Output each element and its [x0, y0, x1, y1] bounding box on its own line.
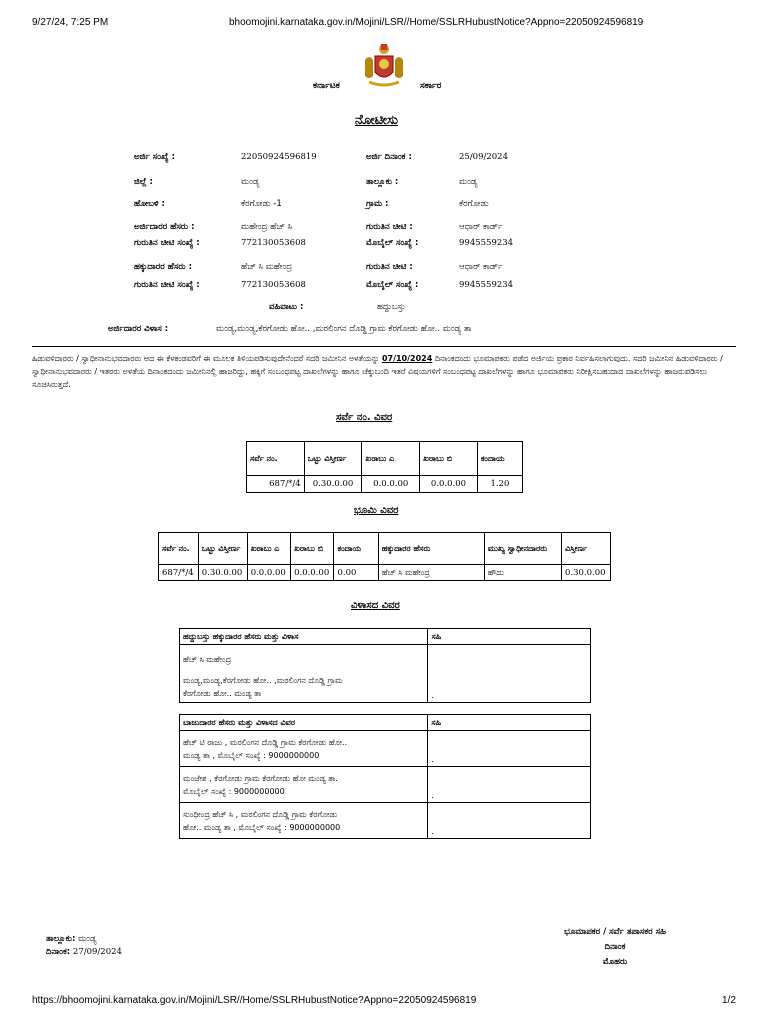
land-cell-area: 0.30.0.00	[561, 565, 610, 581]
transaction-label: ವಹಿವಾಟು :	[269, 302, 304, 312]
neighbour-sign-header: ಸಹಿ	[428, 715, 591, 731]
address-value: ಮಂಡ್ಯ,ಮಂಡ್ಯ,ಕೆರಗೋಡು ಹೋ.. ,ಮರಲಿಂಗನ ದೊಡ್ಡಿ ಗ್ರಾಮ ಕೆರಗೋಡು ಹೋ.. ಮಂಡ್ಯ ತಾ	[216, 324, 472, 334]
app-date-value: 25/09/2024	[459, 152, 508, 162]
survey-header-total-area: ಒಟ್ಟು ವಿಸ್ತೀರ್ಣ	[304, 442, 362, 476]
neighbour-row	[180, 767, 428, 803]
survey-header-revenue: ಕಂದಾಯ	[477, 442, 522, 476]
page-url-footer: https://bhoomojini.karnataka.gov.in/Mojini/LSR//Home/SSLRHubustNotice?Appno=22050924596819	[32, 995, 477, 1006]
land-cell-main-holder: ಹೌದು	[484, 565, 561, 581]
holder-label: ಹಕ್ಕುದಾರರ ಹೆಸರು :	[134, 262, 192, 272]
holder-value: ಹೆಚ್ ಸಿ ಮಹೇಂದ್ರ	[241, 262, 293, 272]
holder-sign-header: ಸಹಿ	[428, 629, 591, 645]
land-section-title: ಭೂಮಿ ವಿವರ	[354, 505, 399, 516]
holder-address-line2: ಕೆರಗೋಡು ಹೋ.. ಮಂಡ್ಯ ತಾ	[183, 689, 262, 698]
holder-address-header: ಹದ್ದುಬಸ್ತು ಹಕ್ಕುದಾರರ ಹೆಸರು ಮತ್ತು ವಿಳಾಸ	[180, 629, 428, 645]
transaction-value: ಹದ್ದುಬಸ್ತು	[377, 302, 406, 312]
survey-table	[246, 441, 523, 493]
neighbour-1-line1: ಹೆಚ್ ಟಿ ರಾಜು , ಮರಲಿಂಗನ ದೊಡ್ಡಿ ಗ್ರಾಮ ಕೆರಗೋಡು ಹೋ..	[183, 737, 348, 747]
holder-id-card-value: ಆಧಾರ್ ಕಾರ್ಡ್	[459, 262, 503, 272]
land-header-sno: ಸರ್ವೆ ನಂ.	[159, 533, 199, 565]
seal-label: ಮೊಹರು	[602, 957, 628, 967]
id-no-label: ಗುರುತಿನ ಚೀಟಿ ಸಂಖ್ಯೆ :	[134, 238, 200, 248]
holder-name: ಹೆಚ್ ಸಿ ಮಹೇಂದ್ರ	[183, 655, 232, 664]
app-date-label: ಅರ್ಜಿ ದಿನಾಂಕ :	[366, 152, 412, 162]
hobli-label: ಹೋಬಳಿ :	[134, 199, 165, 209]
survey-cell-total-area: 0.30.0.00	[304, 476, 362, 493]
address-section-title: ವಿಳಾಸದ ವಿವರ	[351, 600, 400, 611]
app-no-value: 22050924596819	[241, 152, 317, 162]
taluk-value: ಮಂಡ್ಯ	[459, 177, 478, 187]
neighbour-1-line2: ಮಂಡ್ಯ ತಾ , ಮೊಬೈಲ್ ಸಂಖ್ಯೆ : 9000000000	[183, 750, 320, 760]
survey-cell-kharab-a: 0.0.0.00	[362, 476, 420, 493]
divider	[32, 346, 736, 347]
mobile-label: ಮೊಬೈಲ್ ಸಂಖ್ಯೆ :	[366, 238, 419, 248]
survey-header-kharab-a: ಖರಾಬು ಎ	[362, 442, 420, 476]
neighbour-2-line1: ಮಂಜೇಶ , ಕೆರಗೋಡು ಗ್ರಾಮ ಕೆರಗೋಡು ಹೋ ಮಂಡ್ಯ ತಾ.	[183, 773, 338, 783]
neighbour-table	[179, 714, 591, 839]
neighbour-2-sign: .	[428, 767, 591, 803]
land-header-revenue: ಕಂದಾಯ	[334, 533, 378, 565]
neighbour-3-line2: ಹೋ.. ಮಂಡ್ಯ ತಾ , ಮೊಬೈಲ್ ಸಂಖ್ಯೆ : 9000000000	[183, 822, 341, 832]
applicant-label: ಅರ್ಜಿದಾರರ ಹೆಸರು :	[134, 222, 195, 232]
land-cell-holder-name: ಹೆಚ್ ಸಿ ಮಹೇಂದ್ರ	[378, 565, 484, 581]
neighbour-row	[180, 803, 428, 839]
holder-id-no-value: 772130053608	[241, 280, 306, 290]
neighbour-1-sign: .	[428, 731, 591, 767]
print-datetime: 9/27/24, 7:25 PM	[32, 17, 109, 28]
footer-taluk-value: ಮಂಡ್ಯ	[78, 934, 97, 944]
land-header-main-holder: ಮುಖ್ಯ ಸ್ವಾಧೀನದಾರರು	[484, 533, 561, 565]
land-cell-kharab-a: 0.0.0.00	[247, 565, 290, 581]
app-no-label: ಅರ್ಜಿ ಸಂಖ್ಯೆ :	[134, 152, 176, 162]
footer-date-label: ದಿನಾಂಕ:	[46, 947, 71, 957]
district-label: ಜಿಲ್ಲೆ :	[134, 177, 153, 187]
neighbour-3-line1: ಸುಂಧೀಂದ್ರ ಹೆಚ್ ಸಿ , ಮರಲಿಂಗನ ದೊಡ್ಡಿ ಗ್ರಾಮ ಕೆರಗೋಡು	[183, 809, 338, 819]
holder-address-line1: ಮಂಡ್ಯ,ಮಂಡ್ಯ,ಕೆರಗೋಡು ಹೋ.. ,ಮರಲಿಂಗನ ದೊಡ್ಡಿ ಗ್ರಾಮ	[183, 676, 343, 685]
notice-paragraph	[32, 352, 736, 391]
header-sarkara: ಸರ್ಕಾರ	[420, 81, 442, 91]
land-header-holder-name: ಹಕ್ಕುದಾರರ ಹೆಸರು	[378, 533, 484, 565]
survey-cell-revenue: 1.20	[477, 476, 522, 493]
holder-id-card-label: ಗುರುತಿನ ಚೀಟಿ :	[366, 262, 413, 272]
land-cell-total-area: 0.30.0.00	[198, 565, 247, 581]
land-header-kharab-b: ಖರಾಬು ಬಿ	[291, 533, 334, 565]
address-label: ಅರ್ಜಿದಾರರ ವಿಳಾಸ :	[108, 324, 169, 334]
page-number: 1/2	[722, 995, 736, 1006]
land-header-area: ವಿಸ್ತೀರ್ಣ	[561, 533, 610, 565]
notice-text-after: ದಿನಾಂಕದಂದು ಭೂಮಾಪಕರು ಪಡೆದ ಅರ್ಜಿಯ ಪ್ರಕಾರ ನಿರ್ವಹಿಸಲಾಗುವುದು. ಸದರಿ ಜಮೀನಿನ ಹಿಡುವಳಿದಾರರು / ಸ್ವಾಧೀನಾನುಭವದಾರರು / ಇತರರು ಅಳತೆಯ ದಿನಾಂಕದಂದು ಜಮೀನಿನಲ್ಲಿ ಹಾಜರಿದ್ದು, ಹಕ್ಕಿಗೆ ಸಂಬಂಧಪಟ್ಟ ದಾಖಲೆಗಳನ್ನು ಹಾಗೂ ಚೆಕ್ಕುಬಂದಿ ಇತರೆ ವಿಷಯಗಳಿಗೆ ಸಂಬಂಧಪಟ್ಟ ದಾಖಲೆಗಳನ್ನು ಹಾಗೂ ಭೂಮಾಪಕರು ನಿರೀಕ್ಷಿಸಬಹುದಾದ ದಾಖಲೆಗಳನ್ನು ಹಾಜರುಪಡಿಸಲು ಸೂಚಿಸಿರುತ್ತದೆ.	[32, 354, 723, 389]
land-header-total-area: ಒಟ್ಟು ವಿಸ್ತೀರ್ಣ	[198, 533, 247, 565]
surveyor-signature-date: ದಿನಾಂಕ	[604, 942, 626, 952]
id-card-value: ಆಧಾರ್ ಕಾರ್ಡ್	[459, 222, 503, 232]
footer-date	[46, 947, 122, 957]
neighbour-2-line2: ಮೊಬೈಲ್ ಸಂಖ್ಯೆ : 9000000000	[183, 786, 285, 796]
footer-date-value: 27/09/2024	[72, 947, 122, 957]
id-no-value: 772130053608	[241, 238, 306, 248]
neighbour-row	[180, 731, 428, 767]
holder-address-table	[179, 628, 591, 703]
survey-header-kharab-b: ಖರಾಬು ಬಿ	[420, 442, 478, 476]
holder-sign-cell	[428, 645, 591, 703]
survey-date: 07/10/2024	[381, 354, 433, 363]
footer-taluk-label: ತಾಲ್ಲೂಕು:	[46, 934, 76, 944]
karnataka-emblem-icon	[361, 40, 407, 90]
district-value: ಮಂಡ್ಯ	[241, 177, 260, 187]
taluk-label: ತಾಲ್ಲೂಕು :	[366, 177, 399, 187]
page-title: ನೋಟೀಸು	[355, 113, 399, 128]
holder-address-cell	[180, 645, 428, 703]
footer-taluk	[46, 934, 97, 944]
land-header-kharab-a: ಖರಾಬು ಎ	[247, 533, 290, 565]
survey-section-title: ಸರ್ವೆ ನಂ. ವಿವರ	[336, 412, 393, 423]
page-url-header: bhoomojini.karnataka.gov.in/Mojini/LSR//Home/SSLRHubustNotice?Appno=22050924596819	[229, 17, 644, 28]
survey-cell-sno: 687/*/4	[247, 476, 305, 493]
holder-sign-mark: .	[431, 691, 434, 700]
survey-header-sno: ಸರ್ವೆ ನಂ.	[247, 442, 305, 476]
mobile-value: 9945559234	[459, 238, 514, 248]
village-value: ಕೆರಗೋಡು	[459, 199, 489, 209]
survey-cell-kharab-b: 0.0.0.00	[420, 476, 478, 493]
land-cell-sno: 687/*/4	[159, 565, 199, 581]
header-karnataka: ಕರ್ನಾಟಕ	[313, 81, 340, 91]
village-label: ಗ್ರಾಮ :	[366, 199, 389, 209]
neighbour-header: ಬಾಜುದಾರರ ಹೆಸರು ಮತ್ತು ವಿಳಾಸದ ವಿವರ	[180, 715, 428, 731]
land-cell-kharab-b: 0.0.0.00	[291, 565, 334, 581]
holder-id-no-label: ಗುರುತಿನ ಚೀಟಿ ಸಂಖ್ಯೆ :	[134, 280, 200, 290]
id-card-label: ಗುರುತಿನ ಚೀಟಿ :	[366, 222, 413, 232]
land-table	[158, 532, 611, 581]
land-cell-revenue: 0.00	[334, 565, 378, 581]
neighbour-3-sign: .	[428, 803, 591, 839]
hobli-value: ಕೆರಗೋಡು -1	[241, 199, 282, 209]
notice-text-before: ಹಿಡುವಳಿದಾರರು / ಸ್ವಾಧೀನಾನುಭವದಾರರು ಆದ ಈ ಕೆಳಕಂಡವರಿಗೆ ಈ ಮೂಲಕ ತಿಳಿಯಪಡಿಸುವುದೇನೆಂದರೆ ಸದರಿ ಜಮೀನಿನ ಅಳತೆಯನ್ನು	[32, 354, 380, 363]
applicant-value: ಮಹೇಂದ್ರ ಹೆಚ್ ಸಿ	[241, 222, 293, 232]
holder-mobile-label: ಮೊಬೈಲ್ ಸಂಖ್ಯೆ :	[366, 280, 419, 290]
holder-mobile-value: 9945559234	[459, 280, 514, 290]
surveyor-signature-title: ಭೂಮಾಪಕರ / ಸರ್ವೆ ತಪಾಸಕರ ಸಹಿ	[564, 927, 666, 937]
